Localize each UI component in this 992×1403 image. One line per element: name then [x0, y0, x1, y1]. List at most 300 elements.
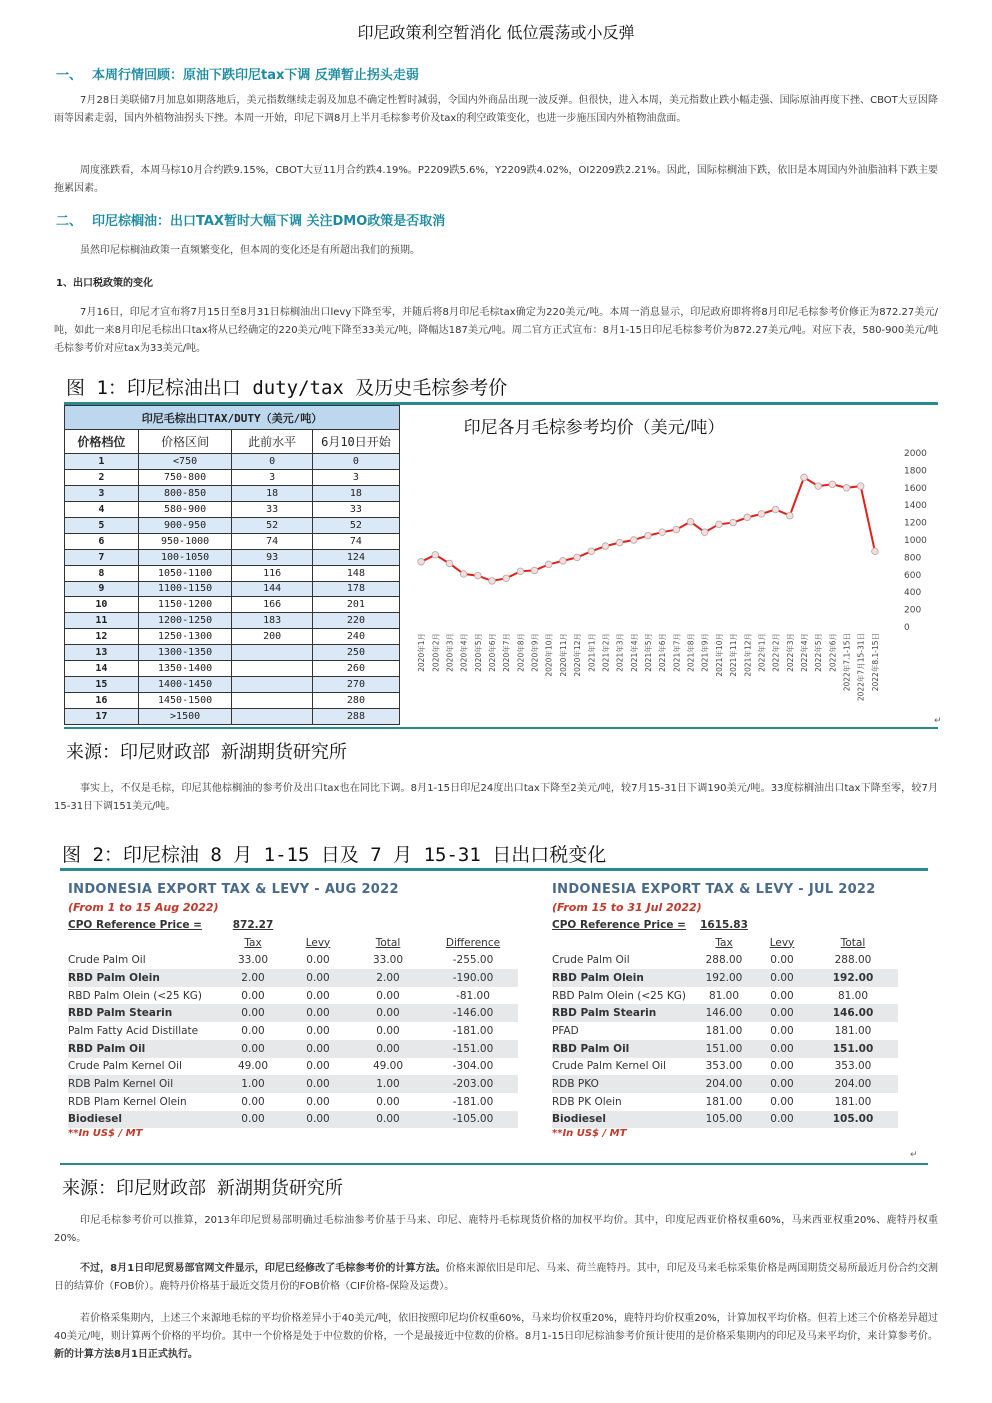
data-point	[531, 567, 538, 574]
paragraph-7-bold: 不过，8月1日印尼贸易部官网文件显示，印尼已经修改了毛棕参考价的计算方法。	[80, 1263, 446, 1274]
duty-current: 148	[312, 565, 399, 581]
data-point	[659, 529, 666, 536]
duty-price-range: 1400-1450	[138, 677, 232, 693]
data-point	[872, 548, 879, 555]
jul-tax-cell: 105.00	[808, 1111, 898, 1129]
aug-tax-row	[68, 1058, 518, 1076]
jul-tax-cell: 181.00	[834, 1095, 872, 1108]
paragraph-1: 7月28日美联储7月加息如期落地后，美元指数继续走弱及加息不确定性暂时减弱，令国内外商品出现一波反弹。但很快，进入本周，美元指数止跌小幅走强、国际原油再度下挫、CBOT大豆因降雨等因素走弱，国内外植物油拐头下挫。本周一开始，印尼下调8月上半月毛棕参考价及tax的利空政策变化，也进一步施压国内外植物油盘面。	[54, 95, 938, 124]
x-tick-label: 2022年7.1-15日	[842, 633, 852, 692]
duty-current: 124	[312, 549, 399, 565]
jul-tax-cell: 181.00	[834, 1024, 872, 1037]
duty-price-range: 1150-1200	[138, 597, 232, 613]
paragraph-8-bold: 新的计算方法8月1日正式执行。	[54, 1349, 198, 1360]
x-tick-label: 2021年12月	[743, 633, 753, 677]
aug-tax-cell: 2.00	[218, 969, 288, 987]
duty-price-range: 1350-1400	[138, 661, 232, 677]
section-heading-text: 本周行情回顾：原油下跌印尼tax下调 反弹暂止拐头走弱	[92, 68, 419, 83]
jul-table-title: INDONESIA EXPORT TAX & LEVY - JUL 2022	[552, 882, 876, 897]
page-title: 印尼政策利空暂消化 低位震荡或小反弹	[357, 23, 635, 42]
aug-tax-row	[68, 1093, 518, 1111]
duty-price-range: 580-900	[138, 501, 232, 517]
aug-tax-cell: 0.00	[306, 1024, 330, 1037]
data-point	[829, 481, 836, 488]
data-point	[574, 554, 581, 561]
jul-table-period: (From 15 to 31 Jul 2022)	[552, 901, 702, 914]
jul-ref-value: 1615.83	[700, 918, 748, 931]
aug-tax-cell: 0.00	[288, 969, 348, 987]
x-tick-label: 2020年12月	[573, 633, 583, 677]
duty-current: 18	[312, 485, 399, 501]
aug-product-name: RDB Palm Kernel Oil	[68, 1075, 218, 1093]
jul-col-header: Total	[840, 936, 866, 949]
data-point	[432, 551, 439, 558]
duty-level: 16	[65, 693, 139, 709]
duty-table-body	[65, 454, 400, 725]
duty-level: 3	[65, 485, 139, 501]
figure-1-source: 来源：印尼财政部 新湖期货研究所	[66, 742, 347, 763]
figure-1-title: 图 1：印尼棕油出口 duty/tax 及历史毛棕参考价	[66, 377, 508, 399]
x-tick-label: 2021年2月	[601, 633, 611, 672]
jul-tax-cell: 204.00	[808, 1075, 898, 1093]
data-point	[687, 518, 694, 525]
duty-level: 13	[65, 645, 139, 661]
duty-row	[65, 661, 400, 677]
duty-previous: 200	[232, 629, 312, 645]
aug-tax-cell: 1.00	[218, 1075, 288, 1093]
aug-tax-cell: 33.00	[372, 954, 404, 967]
duty-price-range: 1300-1350	[138, 645, 232, 661]
duty-current: 0	[312, 454, 399, 470]
aug-note: **In US$ / MT	[68, 1128, 143, 1140]
jul-tax-table	[552, 882, 898, 1139]
y-tick-label: 1000	[904, 536, 927, 546]
duty-previous: 74	[232, 533, 312, 549]
duty-current: 260	[312, 661, 399, 677]
aug-tax-cell: 0.00	[288, 1004, 348, 1022]
jul-tax-cell: 0.00	[756, 1004, 808, 1022]
y-tick-label: 200	[904, 605, 922, 616]
section-heading-text: 印尼棕榈油：出口TAX暂时大幅下调 关注DMO政策是否取消	[92, 214, 446, 229]
duty-previous: 166	[232, 597, 312, 613]
y-tick-label: 1800	[904, 466, 927, 477]
x-tick-label: 2020年6月	[488, 633, 497, 672]
figure-2-top-rule	[60, 868, 928, 871]
aug-col-header: Levy	[305, 936, 331, 949]
duty-previous	[232, 677, 312, 693]
jul-product-name: PFAD	[552, 1024, 579, 1037]
data-point	[843, 485, 850, 492]
data-point	[560, 558, 567, 565]
duty-level: 10	[65, 597, 139, 613]
jul-tax-cell: 181.00	[705, 1095, 743, 1108]
reference-price-chart-svg	[404, 405, 938, 725]
x-tick-label: 2020年2月	[431, 633, 441, 672]
aug-tax-cell: 0.00	[241, 1024, 265, 1037]
jul-col-header: Levy	[769, 936, 795, 949]
data-point	[716, 521, 723, 528]
aug-tax-cell: 0.00	[376, 1024, 400, 1037]
duty-price-range: <750	[138, 454, 232, 470]
duty-table	[64, 405, 400, 725]
data-point	[517, 568, 524, 575]
aug-ref-label: CPO Reference Price =	[68, 918, 202, 931]
duty-col-header: 6月10日开始	[312, 430, 399, 454]
x-tick-label: 2021年9月	[700, 633, 710, 672]
reference-price-chart	[404, 405, 938, 725]
aug-product-name: RBD Palm Stearin	[68, 1004, 218, 1022]
x-tick-label: 2020年11月	[558, 633, 568, 677]
aug-tax-row	[68, 1004, 518, 1022]
duty-previous	[232, 661, 312, 677]
duty-price-range: 100-1050	[138, 549, 232, 565]
paragraph-8-text: 若价格采集期内，上述三个来源地毛棕的平均价格差异小于40美元/吨，依旧按照印尼均价权重60%，马来均价权重20%，鹿特丹均价权重20%，计算加权平均价格。但若上述三个价格差异超过40美元/吨，则计算两个价格的平均价。其中一个价格是处于中位数的价格，一个是最接近中位数的价格。8月1-15日印尼棕油参考价预计使用的是价格采集期内的印尼及马来平均价，来计算参考价。	[54, 1313, 938, 1342]
duty-price-range: >1500	[138, 709, 232, 725]
aug-tax-cell: 0.00	[306, 989, 330, 1002]
aug-product-name: Biodiesel	[68, 1111, 218, 1129]
duty-current: 33	[312, 501, 399, 517]
duty-price-range: 950-1000	[138, 533, 232, 549]
aug-tax-row	[68, 1022, 518, 1040]
x-tick-label: 2020年9月	[530, 633, 540, 672]
aug-tax-cell: 0.00	[218, 1004, 288, 1022]
duty-current: 178	[312, 581, 399, 597]
x-tick-label: 2020年1月	[417, 633, 427, 672]
jul-tax-cell: 81.00	[708, 989, 740, 1002]
jul-tax-cell: 0.00	[756, 1075, 808, 1093]
duty-row	[65, 709, 400, 725]
aug-tax-cell: 0.00	[348, 1004, 428, 1022]
duty-current: 74	[312, 533, 399, 549]
jul-tax-row	[552, 1058, 898, 1076]
aug-ref-value: 872.27	[232, 918, 274, 931]
aug-tax-cell: 0.00	[288, 1075, 348, 1093]
jul-tax-cell: 181.00	[705, 1024, 743, 1037]
aug-tax-cell: 0.00	[376, 989, 400, 1002]
paragraph-mark: ↵	[910, 1150, 918, 1160]
duty-level: 14	[65, 661, 139, 677]
jul-product-name: RBD Palm Olein (<25 KG)	[552, 989, 686, 1002]
x-tick-label: 2021年6月	[658, 633, 668, 672]
jul-tax-grid	[552, 916, 898, 1128]
jul-product-name: RBD Palm Olein	[552, 969, 692, 987]
x-tick-label: 2020年4月	[459, 633, 469, 672]
aug-tax-cell: 49.00	[372, 1060, 404, 1073]
x-tick-label: 2021年4月	[629, 633, 639, 672]
jul-tax-cell: 353.00	[705, 1060, 743, 1073]
aug-product-name: RBD Palm Olein (<25 KG)	[68, 989, 202, 1002]
x-tick-label: 2022年3月	[785, 633, 795, 672]
duty-current: 52	[312, 517, 399, 533]
data-point	[857, 483, 864, 490]
data-point	[744, 514, 751, 521]
data-point	[446, 560, 453, 567]
data-point	[645, 532, 652, 539]
duty-price-range: 1450-1500	[138, 693, 232, 709]
aug-tax-cell: -203.00	[428, 1075, 518, 1093]
duty-price-range: 1100-1150	[138, 581, 232, 597]
x-tick-label: 2022年6月	[828, 633, 838, 672]
data-point	[475, 572, 482, 579]
duty-row	[65, 549, 400, 565]
x-tick-label: 2020年8月	[516, 633, 526, 672]
y-tick-label: 0	[904, 623, 910, 633]
paragraph-3: 虽然印尼棕榈油政策一直频繁变化，但本周的变化还是有所超出我们的预期。	[80, 245, 420, 256]
duty-previous: 93	[232, 549, 312, 565]
aug-tax-cell: 0.00	[288, 1111, 348, 1129]
duty-previous	[232, 693, 312, 709]
data-point	[545, 561, 552, 568]
duty-row	[65, 693, 400, 709]
duty-level: 17	[65, 709, 139, 725]
duty-col-header: 价格档位	[65, 430, 139, 454]
aug-tax-row	[68, 1075, 518, 1093]
figure-2-source: 来源：印尼财政部 新湖期货研究所	[62, 1178, 343, 1199]
jul-tax-cell: 151.00	[692, 1040, 756, 1058]
duty-level: 15	[65, 677, 139, 693]
jul-product-name: RDB PK Olein	[552, 1095, 622, 1108]
y-tick-label: 600	[904, 570, 922, 581]
y-tick-label: 1600	[904, 483, 927, 494]
jul-tax-cell: 0.00	[770, 1060, 794, 1073]
x-tick-label: 2022年1月	[757, 633, 767, 672]
jul-tax-cell: 0.00	[756, 1111, 808, 1129]
jul-product-name: RBD Palm Oil	[552, 1040, 692, 1058]
jul-tax-cell: 0.00	[770, 1095, 794, 1108]
aug-tax-cell: 33.00	[237, 954, 269, 967]
duty-row	[65, 485, 400, 501]
x-tick-label: 2021年3月	[615, 633, 625, 672]
jul-col-header: Tax	[715, 936, 733, 949]
figure-2-bottom-rule	[60, 1163, 928, 1165]
jul-tax-cell: 0.00	[756, 969, 808, 987]
data-point	[616, 539, 623, 546]
aug-tax-cell: 0.00	[306, 954, 330, 967]
duty-previous	[232, 645, 312, 661]
jul-note: **In US$ / MT	[552, 1128, 627, 1140]
aug-tax-cell: 0.00	[218, 1111, 288, 1129]
jul-product-name: RBD Palm Stearin	[552, 1004, 692, 1022]
y-tick-label: 1200	[904, 518, 927, 529]
figure-1-bottom-rule	[64, 727, 938, 729]
aug-table-title: INDONESIA EXPORT TAX & LEVY - AUG 2022	[68, 882, 399, 897]
aug-tax-cell: 0.00	[306, 1060, 330, 1073]
jul-tax-cell: 288.00	[705, 954, 743, 967]
aug-tax-cell: 49.00	[237, 1060, 269, 1073]
jul-tax-cell: 353.00	[834, 1060, 872, 1073]
section-number: 二、	[56, 214, 83, 229]
duty-col-header: 价格区间	[138, 430, 232, 454]
duty-previous	[232, 709, 312, 725]
duty-previous: 116	[232, 565, 312, 581]
aug-tax-table	[68, 882, 518, 1139]
duty-current: 280	[312, 693, 399, 709]
y-tick-label: 400	[904, 588, 922, 599]
aug-product-name: Crude Palm Oil	[68, 954, 146, 967]
aug-tax-cell: -255.00	[452, 954, 494, 967]
x-tick-label: 2022年7月15-31日	[856, 633, 866, 702]
jul-product-name: Crude Palm Oil	[552, 954, 630, 967]
aug-tax-row	[68, 969, 518, 987]
aug-tax-row	[68, 951, 518, 969]
aug-product-name: RDB Plam Kernel Olein	[68, 1095, 187, 1108]
jul-tax-cell: 192.00	[808, 969, 898, 987]
duty-price-range: 1250-1300	[138, 629, 232, 645]
duty-row	[65, 677, 400, 693]
jul-tax-cell: 192.00	[692, 969, 756, 987]
duty-col-header: 此前水平	[232, 430, 312, 454]
duty-row	[65, 501, 400, 517]
duty-level: 1	[65, 454, 139, 470]
duty-price-range: 800-850	[138, 485, 232, 501]
duty-previous: 183	[232, 613, 312, 629]
jul-tax-cell: 105.00	[692, 1111, 756, 1129]
data-point	[772, 506, 779, 513]
aug-tax-cell: -190.00	[428, 969, 518, 987]
aug-col-header: Difference	[445, 936, 501, 949]
jul-tax-row	[552, 1040, 898, 1058]
aug-tax-row	[68, 1111, 518, 1129]
x-tick-label: 2021年11月	[729, 633, 739, 677]
x-tick-label: 2020年5月	[473, 633, 483, 672]
aug-tax-cell: -81.00	[456, 989, 490, 1002]
aug-tax-row	[68, 1040, 518, 1058]
jul-tax-row	[552, 1004, 898, 1022]
duty-row	[65, 469, 400, 485]
aug-tax-cell: 0.00	[241, 989, 265, 1002]
aug-tax-row	[68, 987, 518, 1005]
duty-table-caption: 印尼毛棕出口TAX/DUTY（美元/吨）	[65, 406, 400, 430]
data-point	[602, 543, 609, 550]
figure-2-title: 图 2：印尼棕油 8 月 1-15 日及 7 月 15-31 日出口税变化	[62, 844, 607, 866]
x-tick-label: 2020年7月	[502, 633, 512, 672]
duty-row	[65, 645, 400, 661]
data-point	[489, 578, 496, 585]
data-point	[588, 548, 595, 555]
y-tick-label: 800	[904, 553, 922, 564]
aug-tax-cell: -105.00	[428, 1111, 518, 1129]
data-point	[701, 529, 708, 536]
jul-tax-cell: 0.00	[756, 1040, 808, 1058]
duty-previous: 0	[232, 454, 312, 470]
section-heading-2	[56, 210, 445, 229]
duty-level: 4	[65, 501, 139, 517]
data-point	[758, 511, 765, 518]
duty-previous: 33	[232, 501, 312, 517]
jul-tax-cell: 0.00	[770, 989, 794, 1002]
data-point	[730, 519, 737, 526]
aug-table-period: (From 1 to 15 Aug 2022)	[68, 901, 219, 914]
aug-tax-cell: 0.00	[376, 1095, 400, 1108]
duty-row	[65, 533, 400, 549]
jul-ref-label: CPO Reference Price =	[552, 918, 686, 931]
jul-tax-row	[552, 951, 898, 969]
duty-row	[65, 581, 400, 597]
paragraph-6: 印尼毛棕参考价可以推算，2013年印尼贸易部明确过毛棕油参考价基于马来、印尼、鹿特丹毛棕现货价格的加权平均价。其中，印度尼西亚价格权重60%，马来西亚权重20%、鹿特丹权重20%。	[54, 1215, 938, 1244]
jul-tax-row	[552, 987, 898, 1005]
x-tick-label: 2021年7月	[672, 633, 682, 672]
duty-current: 240	[312, 629, 399, 645]
x-tick-label: 2020年3月	[445, 633, 455, 672]
data-point	[460, 571, 467, 578]
data-point	[673, 526, 680, 533]
aug-col-header: Tax	[244, 936, 262, 949]
aug-tax-cell: -304.00	[452, 1060, 494, 1073]
paragraph-5: 事实上，不仅是毛棕，印尼其他棕榈油的参考价及出口tax也在同比下调。8月1-15日印尼24度出口tax下降至2美元/吨，较7月15-31日下调190美元/吨。33度棕榈油出口tax下降至零，较7月15-31日下调151美元/吨。	[54, 783, 938, 812]
aug-tax-cell: 0.00	[288, 1040, 348, 1058]
duty-price-range: 900-950	[138, 517, 232, 533]
duty-current: 220	[312, 613, 399, 629]
duty-current: 3	[312, 469, 399, 485]
x-tick-label: 2020年10月	[544, 633, 554, 677]
jul-tax-row	[552, 1075, 898, 1093]
aug-tax-cell: 2.00	[348, 969, 428, 987]
duty-row	[65, 454, 400, 470]
aug-tax-grid	[68, 916, 518, 1128]
duty-level: 6	[65, 533, 139, 549]
duty-row	[65, 613, 400, 629]
jul-tax-row	[552, 1022, 898, 1040]
jul-tax-cell: 0.00	[770, 1024, 794, 1037]
y-tick-label: 2000	[904, 449, 927, 459]
aug-tax-cell: -181.00	[452, 1095, 494, 1108]
duty-level: 2	[65, 469, 139, 485]
chart-title: 印尼各月毛棕参考均价（美元/吨）	[463, 418, 725, 438]
duty-row	[65, 597, 400, 613]
aug-product-name: Palm Fatty Acid Distillate	[68, 1024, 199, 1037]
x-tick-label: 2021年10月	[714, 633, 724, 677]
x-tick-label: 2022年4月	[800, 633, 809, 672]
aug-tax-cell: 0.00	[218, 1040, 288, 1058]
data-point	[503, 575, 510, 582]
y-tick-label: 1400	[904, 501, 927, 512]
x-tick-label: 2022年2月	[771, 633, 781, 672]
aug-tax-cell: 1.00	[348, 1075, 428, 1093]
jul-tax-cell: 0.00	[770, 954, 794, 967]
aug-tax-cell: 0.00	[306, 1095, 330, 1108]
duty-price-range: 1200-1250	[138, 613, 232, 629]
duty-price-range: 1050-1100	[138, 565, 232, 581]
aug-tax-cell: -181.00	[452, 1024, 494, 1037]
x-tick-label: 2021年8月	[686, 633, 696, 672]
paragraph-8	[54, 1310, 938, 1364]
paragraph-7	[54, 1260, 938, 1296]
aug-tax-cell: -146.00	[428, 1004, 518, 1022]
duty-level: 12	[65, 629, 139, 645]
aug-tax-cell: 0.00	[241, 1095, 265, 1108]
jul-tax-cell: 146.00	[692, 1004, 756, 1022]
duty-level: 11	[65, 613, 139, 629]
duty-current: 270	[312, 677, 399, 693]
duty-level: 8	[65, 565, 139, 581]
aug-tax-cell: 0.00	[348, 1040, 428, 1058]
jul-tax-row	[552, 969, 898, 987]
duty-level: 9	[65, 581, 139, 597]
subheading-export-tax: 1、出口税政策的变化	[56, 278, 153, 289]
duty-level: 5	[65, 517, 139, 533]
section-number: 一、	[56, 68, 83, 83]
jul-tax-row	[552, 1111, 898, 1129]
data-point	[631, 537, 638, 544]
paragraph-mark: ↵	[934, 716, 942, 726]
jul-tax-cell: 81.00	[837, 989, 869, 1002]
series-line	[421, 477, 875, 581]
jul-tax-cell: 288.00	[834, 954, 872, 967]
duty-row	[65, 565, 400, 581]
duty-previous: 3	[232, 469, 312, 485]
jul-product-name: Crude Palm Kernel Oil	[552, 1060, 666, 1073]
duty-price-range: 750-800	[138, 469, 232, 485]
